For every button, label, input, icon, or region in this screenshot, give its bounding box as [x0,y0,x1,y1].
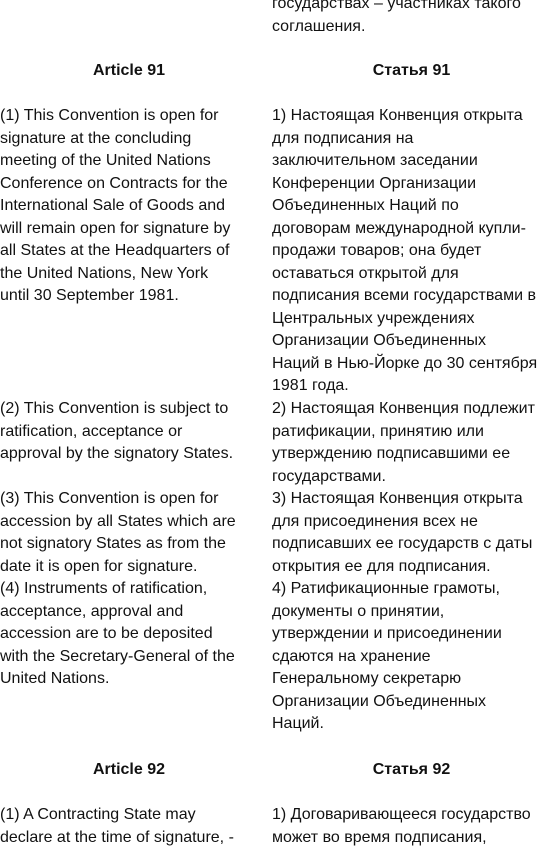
russian-column [272,0,551,846]
article-91-paragraph-3-en: (3) This Convention is open for accession by all States which are not signatory States as from the date it is open for signature. [0,490,236,575]
article-91-paragraph-4-en: (4) Instruments of ratification, acceptance, approval and accession are to be deposited with the Secretary-General of the United Nations. [0,580,235,687]
article-91-heading-en: Article 91 [92,62,166,79]
article-91-paragraph-4-ru: 4) Ратификационные грамоты, документы о принятии, утверждении и присоединении сдаются на хранение Генеральному секретарю Организации Объединенных Наций. [272,580,502,732]
article-91-paragraph-1-en: (1) This Convention is open for signature at the concluding meeting of the United Nations Conference on Contracts for the International Sale of Goods and will remain open for signature by all States at the Headquarters of the United Nations, New York until 30 September 1981. [0,107,231,304]
article-92-heading-ru: Статья 92 [372,761,451,778]
article-92-heading-en: Article 92 [92,761,166,778]
article-91-paragraph-1-ru: 1) Настоящая Конвенция открыта для подписания на заключительном заседании Конференции Организации Объединенных Наций по договорам международной купли- продажи товаров; она будет оставаться открытой для подписания всеми государствами в Центральных учреждениях Организации Объединенных Наций в Нью-Йорке до 30 сентября 1981 года. [272,107,538,394]
article-91-paragraph-2-en: (2) This Convention is subject to ratification, acceptance or approval by the signatory States. [0,400,234,462]
article-91-heading-ru: Статья 91 [372,62,451,79]
article-92-paragraph-1-ru: 1) Договаривающееся государство может во время подписания, [272,806,531,846]
english-column [0,0,258,846]
article-91-paragraph-2-ru: 2) Настоящая Конвенция подлежит ратификации, принятию или утверждению подписавшими ее государствами. [272,400,535,485]
article-92-paragraph-1-en: (1) A Contracting State may declare at the time of signature, - [0,806,234,846]
preceding-text-fragment-ru: государствах – участниках такого соглашения. [272,0,521,35]
article-91-paragraph-3-ru: 3) Настоящая Конвенция открыта для присоединения всех не подписавших ее государств с даты открытия ее для подписания. [272,490,533,575]
